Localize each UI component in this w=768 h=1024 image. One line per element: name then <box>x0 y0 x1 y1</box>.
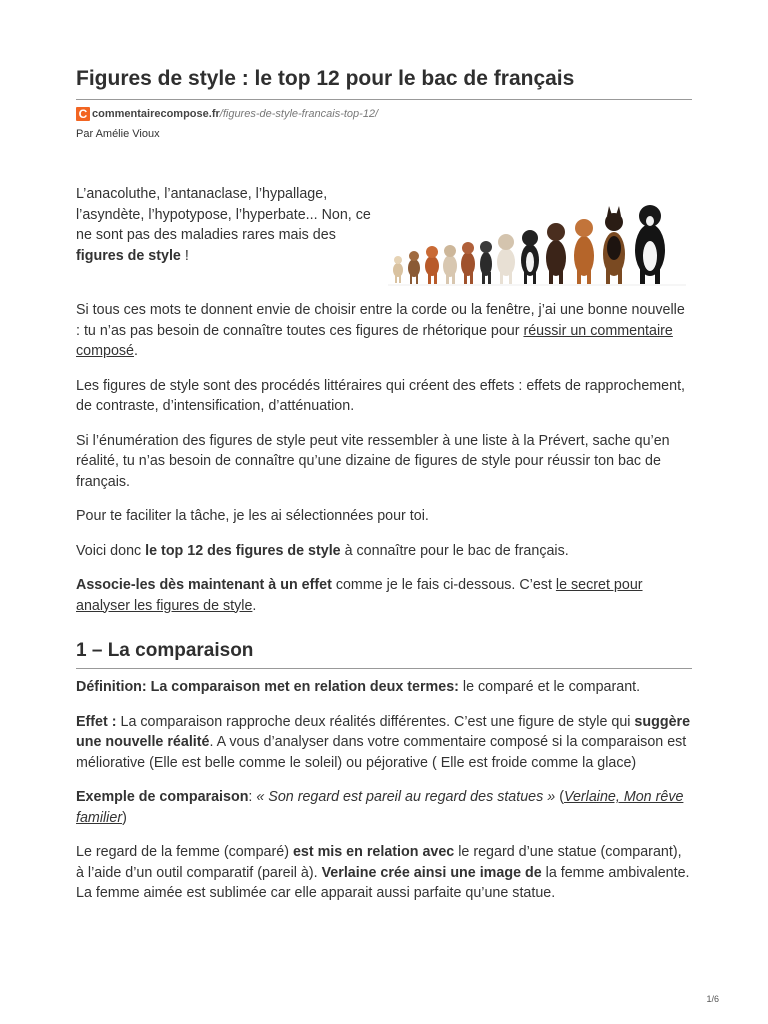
paragraph-5: Pour te faciliter la tâche, je les ai sélectionnées pour toi. <box>76 508 429 524</box>
p2-end: . <box>134 343 138 359</box>
dog-6 <box>480 241 492 284</box>
p6-start: Voici donc <box>76 542 146 559</box>
link-verlaine[interactable]: Verlaine, Mon rêve familier <box>76 789 684 826</box>
paragraph-4: Si l’énumération des figures de style peut vite ressembler à une liste à la Prévert, sache qu’en réalité, tu n’as besoin de connaître qu’une dizaine de figures de style pour réussir ton bac de français. <box>76 432 670 490</box>
dog-4 <box>443 245 457 284</box>
p7-text: comme je le fais ci-dessous. C’est <box>331 577 556 593</box>
intro-end: ! <box>180 247 189 264</box>
p7-end: . <box>252 597 257 614</box>
source-line <box>76 106 692 122</box>
dog-5 <box>461 242 475 284</box>
link-secret-analyser[interactable]: le secret pour analyser les figures de style <box>76 577 643 614</box>
p2-text: Si tous ces mots te donnent envie de choisir entre la corde ou la fenêtre, j’ai une bonne nouvelle : tu n’as pas besoin de connaître toutes ces figures de rhétorique pour <box>76 302 685 339</box>
effet-text-1: La comparaison rapproche deux réalités différentes. C’est une figure de style qui <box>116 713 635 730</box>
article <box>76 64 692 904</box>
dog-10 <box>574 219 594 284</box>
p6-end: à connaître pour le bac de français. <box>340 542 569 559</box>
dogs-image <box>388 202 686 286</box>
site-favicon-icon: C <box>76 107 90 121</box>
dog-1 <box>393 256 403 283</box>
paragraph-3: Les figures de style sont des procédés littéraires qui créent des effets : effets de rapprochement, de contraste, d’intensification, d’atténuation. <box>76 377 686 414</box>
example-label: Exemple de comparaison <box>76 789 249 805</box>
source-domain[interactable]: commentairecompose.fr <box>92 108 220 120</box>
intro-bold: figures de style <box>76 247 181 264</box>
p6-bold: le top 12 des figures de style <box>145 542 341 559</box>
example-quote: « Son regard est pareil au regard des statues » <box>256 789 556 805</box>
explanation-paragraph <box>76 842 692 904</box>
intro-paragraph <box>76 184 376 266</box>
example-paren-open: ( <box>555 789 564 805</box>
explanation-text-2: le regard d’une statue (comparant), à l’aide d’un outil comparatif (pareil à). <box>76 844 682 881</box>
section-heading-comparaison: 1 – La comparaison <box>76 638 692 669</box>
definition-bold: Définition: La comparaison met en relation deux termes: <box>76 679 459 695</box>
dog-7 <box>497 234 515 284</box>
paragraph-2 <box>76 300 692 362</box>
intro-block <box>76 184 692 286</box>
p7-bold: Associe-les dès maintenant à un effet <box>76 577 332 593</box>
effet-text-2: . A vous d’analyser dans votre commentaire composé si la comparaison est méliorative (Elle est belle comme le soleil) ou péjorative ( Elle est froide comme la glace) <box>76 734 687 771</box>
explanation-bold-2: Verlaine crée ainsi une image de <box>321 864 542 881</box>
example-paren-close: ) <box>122 809 127 826</box>
dog-11 <box>603 206 625 284</box>
example-paragraph <box>76 787 692 828</box>
paragraph-7 <box>76 575 692 616</box>
example-colon: : <box>248 789 257 805</box>
paragraph-6 <box>76 541 692 562</box>
explanation-bold-1: est mis en relation avec <box>292 844 455 860</box>
effet-bold: suggère une nouvelle réalité <box>76 713 691 750</box>
explanation-text-1: Le regard de la femme (comparé) <box>76 844 293 860</box>
page-title: Figures de style : le top 12 pour le bac de français <box>76 64 692 100</box>
dog-2 <box>408 251 420 284</box>
definition-text: le comparé et le comparant. <box>458 679 641 695</box>
explanation-text-3: la femme ambivalente. La femme aimée est sublimée car elle apparait aussi parfaite qu’une statue. <box>76 864 690 901</box>
definition-paragraph <box>76 677 692 698</box>
source-path[interactable]: /figures-de-style-francais-top-12/ <box>219 108 379 120</box>
dog-3 <box>425 246 439 284</box>
effet-label: Effet : <box>76 713 117 730</box>
effet-paragraph <box>76 712 692 774</box>
dog-9 <box>546 223 566 284</box>
link-commentaire-compose[interactable]: réussir un commentaire composé <box>76 322 673 359</box>
dog-8 <box>521 230 539 284</box>
intro-text: L’anacoluthe, l’antanaclase, l’hypallage, l’asyndète, l’hypotypose, l’hyperbate... Non, ce ne sont pas des maladies rares mais des <box>76 186 371 243</box>
author-line: Par Amélie Vioux <box>76 128 160 140</box>
page-number: 1/6 <box>706 994 719 1004</box>
dog-12 <box>635 205 665 284</box>
